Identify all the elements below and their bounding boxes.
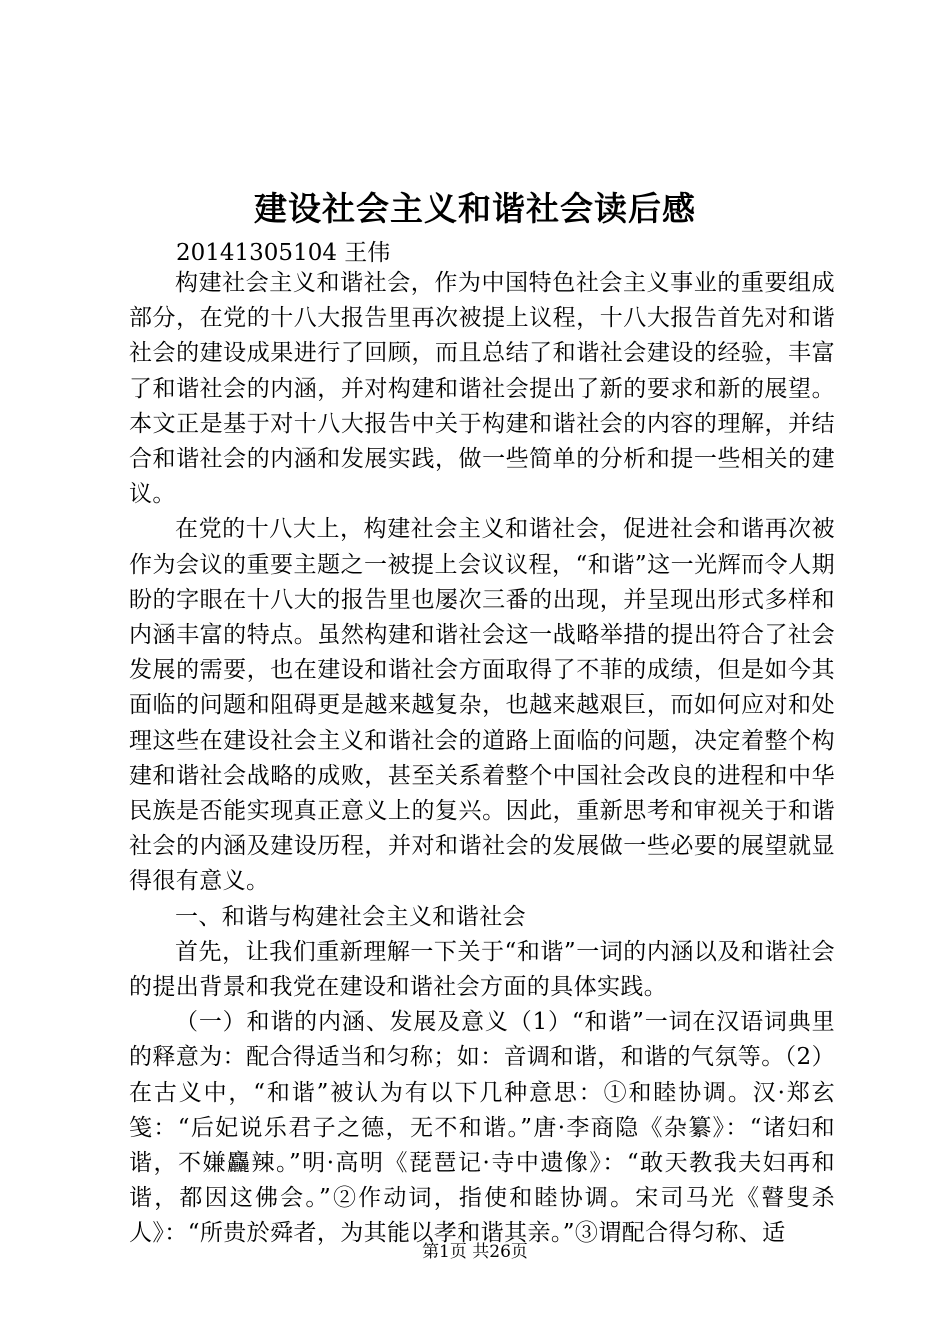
document-body xyxy=(129,266,835,1252)
paragraph-meaning: （一）和谐的内涵、发展及意义（1）“和谐”一词在汉语词典里的释意为：配合得适当和匀称；如：音调和谐，和谐的气氛等。（2）在古义中，“和谐”被认为有以下几种意思：①和睦协调。汉·郑玄笺：“后妃说乐君子之德，无不和谐。”唐·李商隐《杂纂》：“诸妇和谐，不嫌麤辣。”明·高明《琵琶记·寺中遗像》：“敢天教我夫妇再和谐，都因这佛会。”②作动词，指使和睦协调。宋司马光《瞽叟杀人》：“所贵於舜者，为其能以孝和谐其亲。”③谓配合得匀称、适 xyxy=(129,1009,835,1247)
paragraph-background: 在党的十八大上，构建社会主义和谐社会，促进社会和谐再次被作为会议的重要主题之一被提上会议议程，“和谐”这一光辉而令人期盼的字眼在十八大的报告里也屡次三番的出现，并呈现出形式多样和内涵丰富的特点。虽然构建和谐社会这一战略举措的提出符合了社会发展的需要，也在建设和谐社会方面取得了不菲的成绩，但是如今其面临的问题和阻碍更是越来越复杂，也越来越艰巨，而如何应对和处理这些在建设社会主义和谐社会的道路上面临的问题，决定着整个构建和谐社会战略的成败，甚至关系着整个中国社会改良的进程和中华民族是否能实现真正意义上的复兴。因此，重新思考和审视关于和谐社会的内涵及建设历程，并对和谐社会的发展做一些必要的展望就显得很有意义。 xyxy=(129,516,835,895)
paragraph-first: 首先，让我们重新理解一下关于“和谐”一词的内涵以及和谐社会的提出背景和我党在建设和谐社会方面的具体实践。 xyxy=(129,938,835,1001)
paragraph-intro: 构建社会主义和谐社会，作为中国特色社会主义事业的重要组成部分，在党的十八大报告里再次被提上议程，十八大报告首先对和谐社会的建设成果进行了回顾，而且总结了和谐社会建设的经验，丰富了和谐社会的内涵，并对构建和谐社会提出了新的要求和新的展望。本文正是基于对十八大报告中关于构建和谐社会的内容的理解，并结合和谐社会的内涵和发展实践，做一些简单的分析和提一些相关的建议。 xyxy=(129,270,835,508)
page-footer: 第1页 共26页 xyxy=(422,1242,528,1262)
author-line: 20141305104 王伟 xyxy=(176,240,391,266)
section-heading: 一、和谐与构建社会主义和谐社会 xyxy=(175,903,526,930)
document-title: 建设社会主义和谐社会读后感 xyxy=(254,189,696,228)
